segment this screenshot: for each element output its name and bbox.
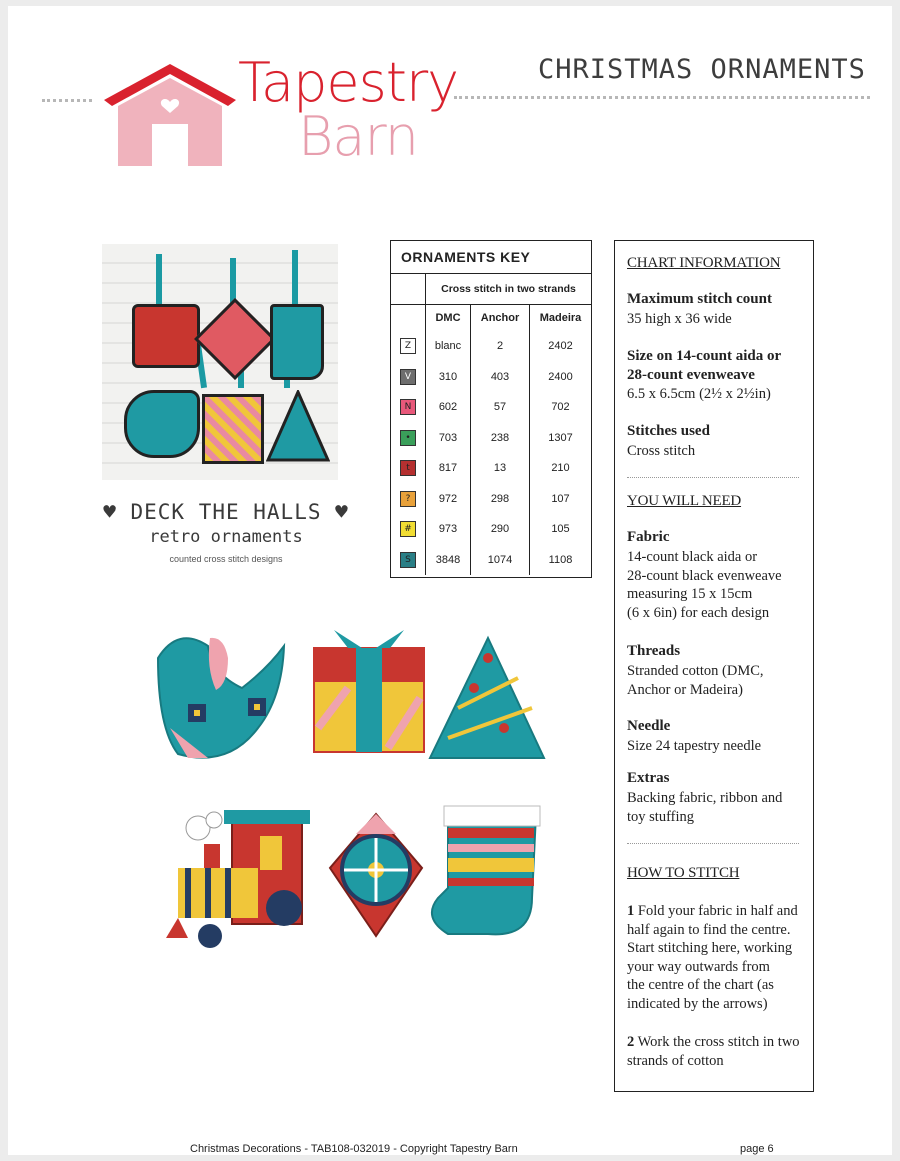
- dove-ornament: [158, 638, 284, 758]
- train-ornament-small: [132, 304, 200, 368]
- bauble-ornament-small: [194, 298, 276, 380]
- size-heading: Size on 14-count aida or 28-count evenweave: [627, 348, 782, 383]
- key-madeira: 107: [551, 492, 570, 505]
- chart-information-heading: CHART INFORMATION: [627, 255, 781, 271]
- key-dmc: 3848: [426, 545, 471, 576]
- key-swatch: #: [400, 521, 416, 537]
- how-to-stitch-heading: HOW TO STITCH: [627, 865, 740, 881]
- key-col-dmc: DMC: [426, 305, 471, 332]
- fabric-text: 14-count black aida or 28-count black evenweave measuring 15 x 15cm (6 x 6in) for each design: [627, 549, 782, 621]
- chart-info-panel: [614, 240, 814, 1092]
- product-subtitle: retro ornaments: [149, 527, 303, 547]
- key-dmc: 310: [426, 362, 471, 393]
- key-row: [391, 331, 591, 362]
- threads-heading: Threads: [627, 643, 681, 659]
- key-anchor: 290: [471, 514, 530, 545]
- key-swatch: •: [400, 430, 416, 446]
- stitches-text: Cross stitch: [627, 443, 696, 459]
- key-anchor: 13: [471, 453, 530, 484]
- tree-ornament: [430, 638, 544, 758]
- extras-heading: Extras: [627, 770, 670, 786]
- page: [8, 6, 892, 1155]
- you-will-need-heading: YOU WILL NEED: [627, 493, 742, 509]
- key-swatch: N: [400, 399, 416, 415]
- extras-text: Backing fabric, ribbon and toy stuffing: [627, 790, 783, 825]
- key-anchor: 238: [471, 423, 530, 454]
- key-madeira: 1307: [548, 431, 573, 444]
- needle-heading: Needle: [627, 718, 671, 734]
- key-dmc: 602: [426, 392, 471, 423]
- max-stitch-text: 35 high x 36 wide: [627, 311, 732, 327]
- product-title: ♥ DECK THE HALLS ♥: [103, 500, 349, 524]
- heart-left-icon: ♥: [103, 500, 131, 524]
- key-anchor: 2: [471, 331, 530, 362]
- train-ornament: [166, 810, 310, 948]
- key-row: [391, 362, 591, 393]
- ornaments-key: [390, 240, 592, 578]
- key-madeira: 702: [551, 401, 570, 414]
- max-stitch-heading: Maximum stitch count: [627, 291, 772, 307]
- stocking-ornament-small: [270, 304, 324, 380]
- key-madeira: 1108: [548, 553, 573, 566]
- divider: [627, 843, 799, 844]
- size-text: 6.5 x 6.5cm (2½ x 2½in): [627, 386, 771, 402]
- page-title: CHRISTMAS ORNAMENTS: [538, 54, 866, 85]
- key-swatch: t: [400, 460, 416, 476]
- key-col-anchor: Anchor: [471, 305, 530, 332]
- key-dmc: blanc: [426, 331, 471, 362]
- key-swatch: ?: [400, 491, 416, 507]
- stocking-ornament: [432, 806, 540, 934]
- key-anchor: 298: [471, 484, 530, 515]
- key-dmc: 973: [426, 514, 471, 545]
- key-anchor: 57: [471, 392, 530, 423]
- key-madeira: 2402: [548, 340, 573, 353]
- needle-text: Size 24 tapestry needle: [627, 738, 762, 754]
- step-1: 1 Fold your fabric in half and half again to find the centre. Start stitching here, working your way outwards from the centre of the chart (as indicated by the arrows): [627, 903, 798, 1012]
- logo-house-icon: [100, 58, 240, 170]
- key-row: [391, 484, 591, 515]
- header-divider-right: [454, 96, 870, 99]
- dove-ornament-small: [124, 390, 200, 458]
- stitched-ornaments-illustration: [148, 618, 548, 954]
- step-2: 2 Work the cross stitch in two strands of cotton: [627, 1034, 800, 1069]
- key-row: [391, 423, 591, 454]
- threads-text: Stranded cotton (DMC, Anchor or Madeira): [627, 663, 764, 698]
- key-swatch: S: [400, 552, 416, 568]
- footer-copyright: Christmas Decorations - TAB108-032019 - Copyright Tapestry Barn: [190, 1143, 518, 1155]
- fabric-heading: Fabric: [627, 529, 670, 545]
- key-dmc: 972: [426, 484, 471, 515]
- key-anchor: 1074: [471, 545, 530, 576]
- key-madeira: 210: [551, 462, 570, 475]
- footer-page-number: page 6: [740, 1143, 774, 1155]
- key-row: [391, 453, 591, 484]
- key-table: [391, 274, 591, 575]
- key-swatch: Z: [400, 338, 416, 354]
- key-swatch: V: [400, 369, 416, 385]
- stitches-heading: Stitches used: [627, 423, 710, 439]
- key-dmc: 817: [426, 453, 471, 484]
- key-row: [391, 545, 591, 576]
- present-ornament-small: [202, 394, 264, 464]
- header-divider-left: [42, 99, 92, 102]
- key-madeira: 105: [551, 523, 570, 536]
- logo-text-barn: Barn: [298, 105, 418, 168]
- bauble-ornament: [330, 814, 422, 936]
- key-title: ORNAMENTS KEY: [391, 241, 591, 274]
- key-row: [391, 392, 591, 423]
- product-tagline: counted cross stitch designs: [169, 554, 283, 564]
- present-ornament: [314, 630, 424, 752]
- key-madeira: 2400: [548, 370, 573, 383]
- tree-ornament-small: [266, 390, 330, 462]
- key-anchor: 403: [471, 362, 530, 393]
- key-row: [391, 514, 591, 545]
- logo-text-tapestry: Tapestry: [238, 51, 459, 114]
- key-col-madeira: Madeira: [539, 312, 582, 324]
- heart-right-icon: ♥: [321, 500, 349, 524]
- divider: [627, 477, 799, 478]
- product-photo: [102, 244, 338, 480]
- key-dmc: 703: [426, 423, 471, 454]
- key-subtitle: Cross stitch in two strands: [426, 274, 592, 305]
